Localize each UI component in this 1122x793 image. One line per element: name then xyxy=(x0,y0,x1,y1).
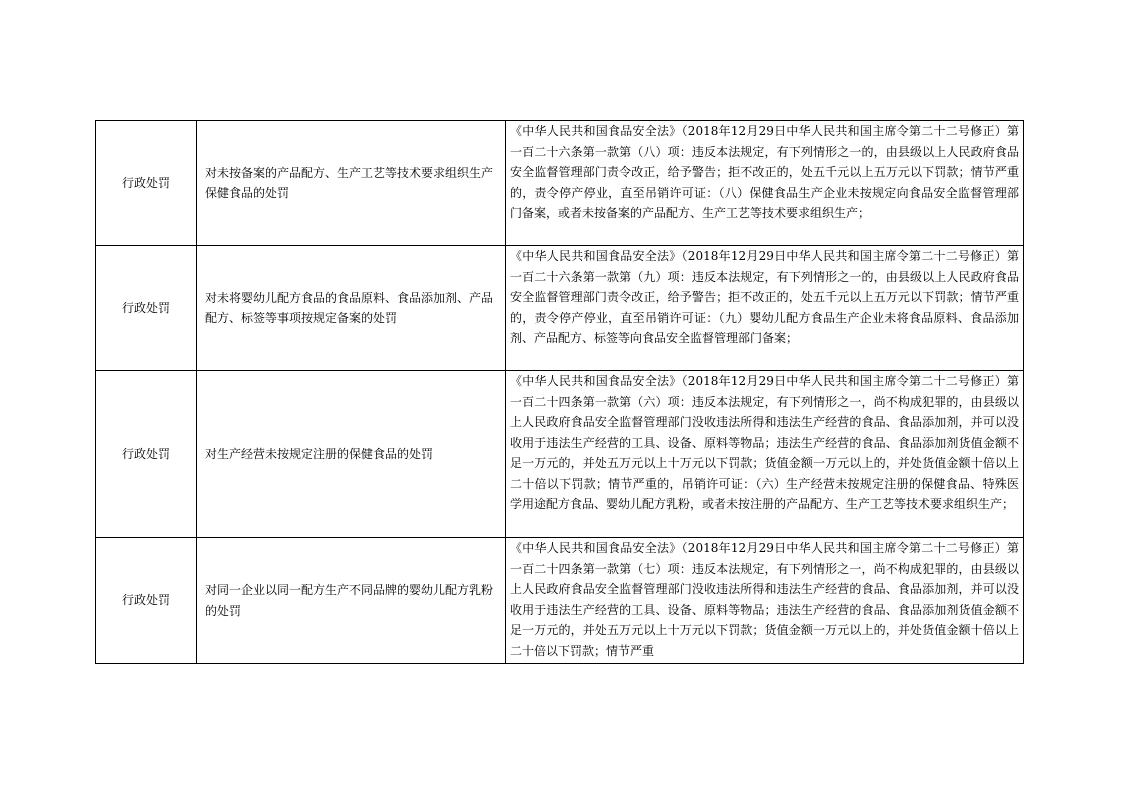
legal-basis-text: 《中华人民共和国食品安全法》（2018年12月29日中华人民共和国主席令第二十二号修正）第一百二十六条第一款第（九）项：违反本法规定，有下列情形之一的，由县级以上人民政府食品安全监督管理部门责令改正，给予警告；拒不改正的，处五千元以上五万元以下罚款；情节严重的，责令停产停业，直至吊销许可证：（九）婴幼儿配方食品生产企业未将食品原料、食品添加剂、产品配方、标签等向食品安全监督管理部门备案； xyxy=(510,249,1019,345)
category-cell: 行政处罚 xyxy=(96,246,197,371)
category-cell: 行政处罚 xyxy=(96,121,197,246)
legal-basis-cell xyxy=(506,246,1024,371)
legal-basis-clip xyxy=(510,538,1019,663)
legal-basis-cell xyxy=(506,538,1024,664)
category-cell: 行政处罚 xyxy=(96,538,197,664)
penalty-table xyxy=(95,120,1024,664)
legal-basis-text: 《中华人民共和国食品安全法》（2018年12月29日中华人民共和国主席令第二十二号修正）第一百二十六条第一款第（八）项：违反本法规定，有下列情形之一的，由县级以上人民政府食品安全监督管理部门责令改正，给予警告；拒不改正的，处五千元以上五万元以下罚款；情节严重的，责令停产停业，直至吊销许可证：（八）保健食品生产企业未按规定向食品安全监督管理部门备案，或者未按备案的产品配方、生产工艺等技术要求组织生产； xyxy=(510,124,1019,220)
item-cell: 对未将婴幼儿配方食品的食品原料、食品添加剂、产品配方、标签等事项按规定备案的处罚 xyxy=(197,246,506,371)
category-cell: 行政处罚 xyxy=(96,371,197,538)
item-cell: 对同一企业以同一配方生产不同品牌的婴幼儿配方乳粉的处罚 xyxy=(197,538,506,664)
legal-basis-text: 《中华人民共和国食品安全法》（2018年12月29日中华人民共和国主席令第二十二号修正）第一百二十四条第一款第（六）项：违反本法规定，有下列情形之一，尚不构成犯罪的，由县级以上人民政府食品安全监督管理部门没收违法所得和违法生产经营的食品、食品添加剂，并可以没收用于违法生产经营的工具、设备、原料等物品；违法生产经营的食品、食品添加剂货值金额不足一万元的，并处五万元以上十万元以下罚款；货值金额一万元以上的，并处货值金额十倍以上二十倍以下罚款；情节严重的，吊销许可证：（六）生产经营未按规定注册的保健食品、特殊医学用途配方食品、婴幼儿配方乳粉，或者未按注册的产品配方、生产工艺等技术要求组织生产； xyxy=(510,374,1019,511)
table-row xyxy=(96,538,1024,664)
table-row xyxy=(96,246,1024,371)
legal-basis-cell xyxy=(506,371,1024,538)
legal-basis-cell xyxy=(506,121,1024,246)
table-row xyxy=(96,121,1024,246)
item-cell: 对未按备案的产品配方、生产工艺等技术要求组织生产保健食品的处罚 xyxy=(197,121,506,246)
item-cell: 对生产经营未按规定注册的保健食品的处罚 xyxy=(197,371,506,538)
legal-basis-text: 《中华人民共和国食品安全法》（2018年12月29日中华人民共和国主席令第二十二号修正）第一百二十四条第一款第（七）项：违反本法规定，有下列情形之一，尚不构成犯罪的，由县级以上人民政府食品安全监督管理部门没收违法所得和违法生产经营的食品、食品添加剂，并可以没收用于违法生产经营的工具、设备、原料等物品；违法生产经营的食品、食品添加剂货值金额不足一万元的，并处五万元以上十万元以下罚款；货值金额一万元以上的，并处货值金额十倍以上二十倍以下罚款；情节严重 xyxy=(510,541,1019,658)
table-row xyxy=(96,371,1024,538)
